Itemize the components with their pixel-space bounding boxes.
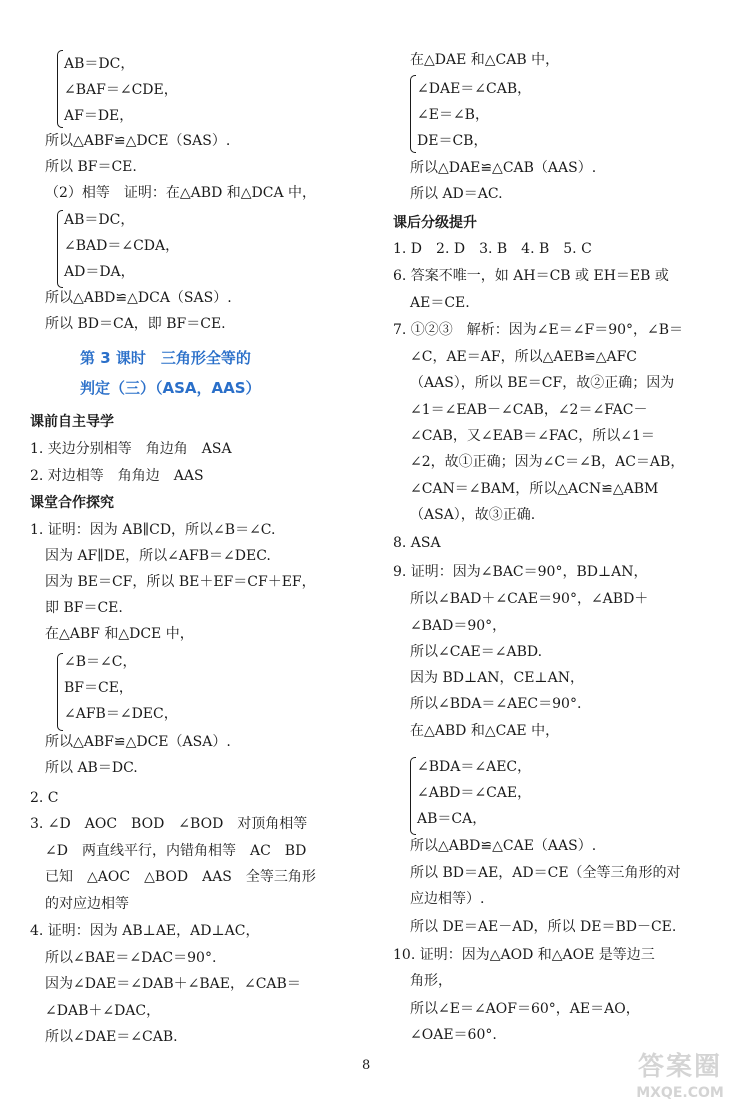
left-line: AF＝DE， — [64, 108, 134, 124]
right-line: （AAS），所以 BE＝CF，故②正确；因为 — [410, 375, 675, 391]
left-line: ∠B＝∠C， — [64, 654, 137, 670]
watermark-logo — [620, 1052, 740, 1104]
system-brace-4 — [410, 75, 416, 153]
right-line: DE＝CB， — [417, 133, 488, 149]
right-line: 所以△ABD≌△CAE（AAS）. — [410, 838, 597, 854]
left-line: 3. ∠D AOC BOD ∠BOD 对顶角相等 — [30, 816, 308, 832]
left-line: ∠DAB＋∠DAC， — [45, 1003, 161, 1019]
left-line: （2）相等 证明：在△ABD 和△DCA 中， — [45, 185, 317, 201]
left-line: 即 BF＝CE. — [45, 600, 123, 616]
right-line: 所以∠E＝∠AOF＝60°，AE＝AO， — [410, 1001, 640, 1017]
right-line: AB＝CA， — [417, 811, 487, 827]
page-number: 8 — [362, 1058, 371, 1073]
right-line: 9. 证明：因为∠BAC＝90°，BD⊥AN， — [393, 564, 648, 580]
right-line: ∠CAN＝∠BAM，所以△ACN≌△ABM — [410, 481, 659, 497]
left-line: 课堂合作探究 — [30, 495, 114, 511]
right-line: 课后分级提升 — [393, 215, 477, 231]
watermark-url: MXQE.COM — [636, 1085, 724, 1101]
left-line: 因为 AF∥DE，所以∠AFB＝∠DEC. — [45, 548, 271, 564]
left-line: 2. C — [30, 790, 59, 806]
right-line: 所以∠BDA＝∠AEC＝90°. — [410, 696, 582, 712]
left-line: AB＝DC， — [64, 56, 135, 72]
left-line: ∠AFB＝∠DEC， — [64, 706, 178, 722]
right-line: 在△DAE 和△CAB 中， — [410, 52, 560, 68]
left-line: 因为 BE＝CF，所以 BE＋EF＝CF＋EF， — [45, 574, 316, 590]
left-line: 已知 △AOC △BOD AAS 全等三角形 — [45, 869, 316, 885]
right-line: AE＝CE. — [410, 295, 470, 311]
left-line: 所以 BF＝CE. — [45, 159, 137, 175]
left-line: 1. 夹边分别相等 角边角 ASA — [30, 441, 232, 457]
left-line: ∠D 两直线平行，内错角相等 AC BD — [45, 843, 307, 859]
right-line: ∠OAE＝60°. — [410, 1027, 497, 1043]
left-line: 1. 证明：因为 AB∥CD，所以∠B＝∠C. — [30, 522, 276, 538]
right-line: 所以∠CAE＝∠ABD. — [410, 644, 543, 660]
left-line: 所以△ABD≌△DCA（SAS）. — [45, 290, 232, 306]
right-line: 所以 AD＝AC. — [410, 186, 503, 202]
left-line: 4. 证明：因为 AB⊥AE，AD⊥AC， — [30, 923, 260, 939]
right-line: 所以 BD＝AE，AD＝CE（全等三角形的对 — [410, 865, 681, 881]
left-line: 因为∠DAE＝∠DAB＋∠BAE，∠CAB＝ — [45, 976, 301, 992]
left-line: 所以 AB＝DC. — [45, 760, 138, 776]
right-line: ∠2，故①正确；因为∠C＝∠B，AC＝AB， — [410, 454, 685, 470]
left-line: 所以∠BAE＝∠DAC＝90°. — [45, 950, 217, 966]
right-line: 6. 答案不唯一，如 AH＝CB 或 EH＝EB 或 — [393, 268, 669, 284]
left-line: AD＝DA， — [64, 264, 135, 280]
right-line: 7. ①②③ 解析：因为∠E＝∠F＝90°，∠B＝ — [393, 322, 684, 338]
right-line: 在△ABD 和△CAE 中， — [410, 723, 560, 739]
right-line: ∠E＝∠B， — [417, 107, 489, 123]
left-line: 2. 对边相等 角角边 AAS — [30, 468, 204, 484]
left-line: 的对应边相等 — [45, 896, 129, 912]
left-line: 课前自主导学 — [30, 414, 114, 430]
right-line: 所以 DE＝AE－AD，所以 DE＝BD－CE. — [410, 919, 677, 935]
right-line: ∠DAE＝∠CAB， — [417, 81, 532, 97]
right-line: 1. D 2. D 3. B 4. B 5. C — [393, 241, 592, 257]
right-line: ∠BDA＝∠AEC， — [417, 759, 532, 775]
left-line: 在△ABF 和△DCE 中， — [45, 626, 194, 642]
left-line: 所以 BD＝CA，即 BF＝CE. — [45, 316, 226, 332]
system-brace-3 — [57, 653, 63, 731]
right-line: ∠1＝∠EAB－∠CAB，∠2＝∠FAC－ — [410, 402, 648, 418]
right-line: ∠ABD＝∠CAE， — [417, 785, 532, 801]
right-line: 因为 BD⊥AN，CE⊥AN， — [410, 670, 584, 686]
left-line: ∠BAF＝∠CDE， — [64, 82, 178, 98]
right-line: 角形， — [410, 973, 452, 989]
right-line: 应边相等）. — [410, 891, 485, 907]
right-line: （ASA），故③正确. — [410, 507, 536, 523]
left-line: 第 3 课时 三角形全等的 — [80, 349, 251, 367]
right-line: 所以△DAE≌△CAB（AAS）. — [410, 160, 597, 176]
left-line: 所以∠DAE＝∠CAB. — [45, 1029, 178, 1045]
left-line: 所以△ABF≌△DCE（SAS）. — [45, 133, 231, 149]
left-line: 所以△ABF≌△DCE（ASA）. — [45, 734, 231, 750]
left-line: 判定（三）（ASA，AAS） — [80, 379, 261, 397]
right-line: 10. 证明：因为△AOD 和△AOE 是等边三 — [393, 947, 655, 963]
left-line: ∠BAD＝∠CDA， — [64, 238, 180, 254]
right-line: 8. ASA — [393, 535, 441, 551]
watermark-title: 答案圈 — [637, 1052, 722, 1082]
system-brace-2 — [57, 210, 63, 288]
right-line: ∠C，AE＝AF，所以△AEB≌△AFC — [410, 349, 638, 365]
left-line: BF＝CE， — [64, 680, 133, 696]
system-brace-5 — [410, 757, 416, 835]
left-line: AB＝DC， — [64, 212, 135, 228]
right-line: ∠BAD＝90°， — [410, 618, 507, 634]
right-line: ∠CAB，又∠EAB＝∠FAC，所以∠1＝ — [410, 428, 655, 444]
system-brace-1 — [57, 50, 63, 128]
right-line: 所以∠BAD＋∠CAE＝90°，∠ABD＋ — [410, 591, 649, 607]
